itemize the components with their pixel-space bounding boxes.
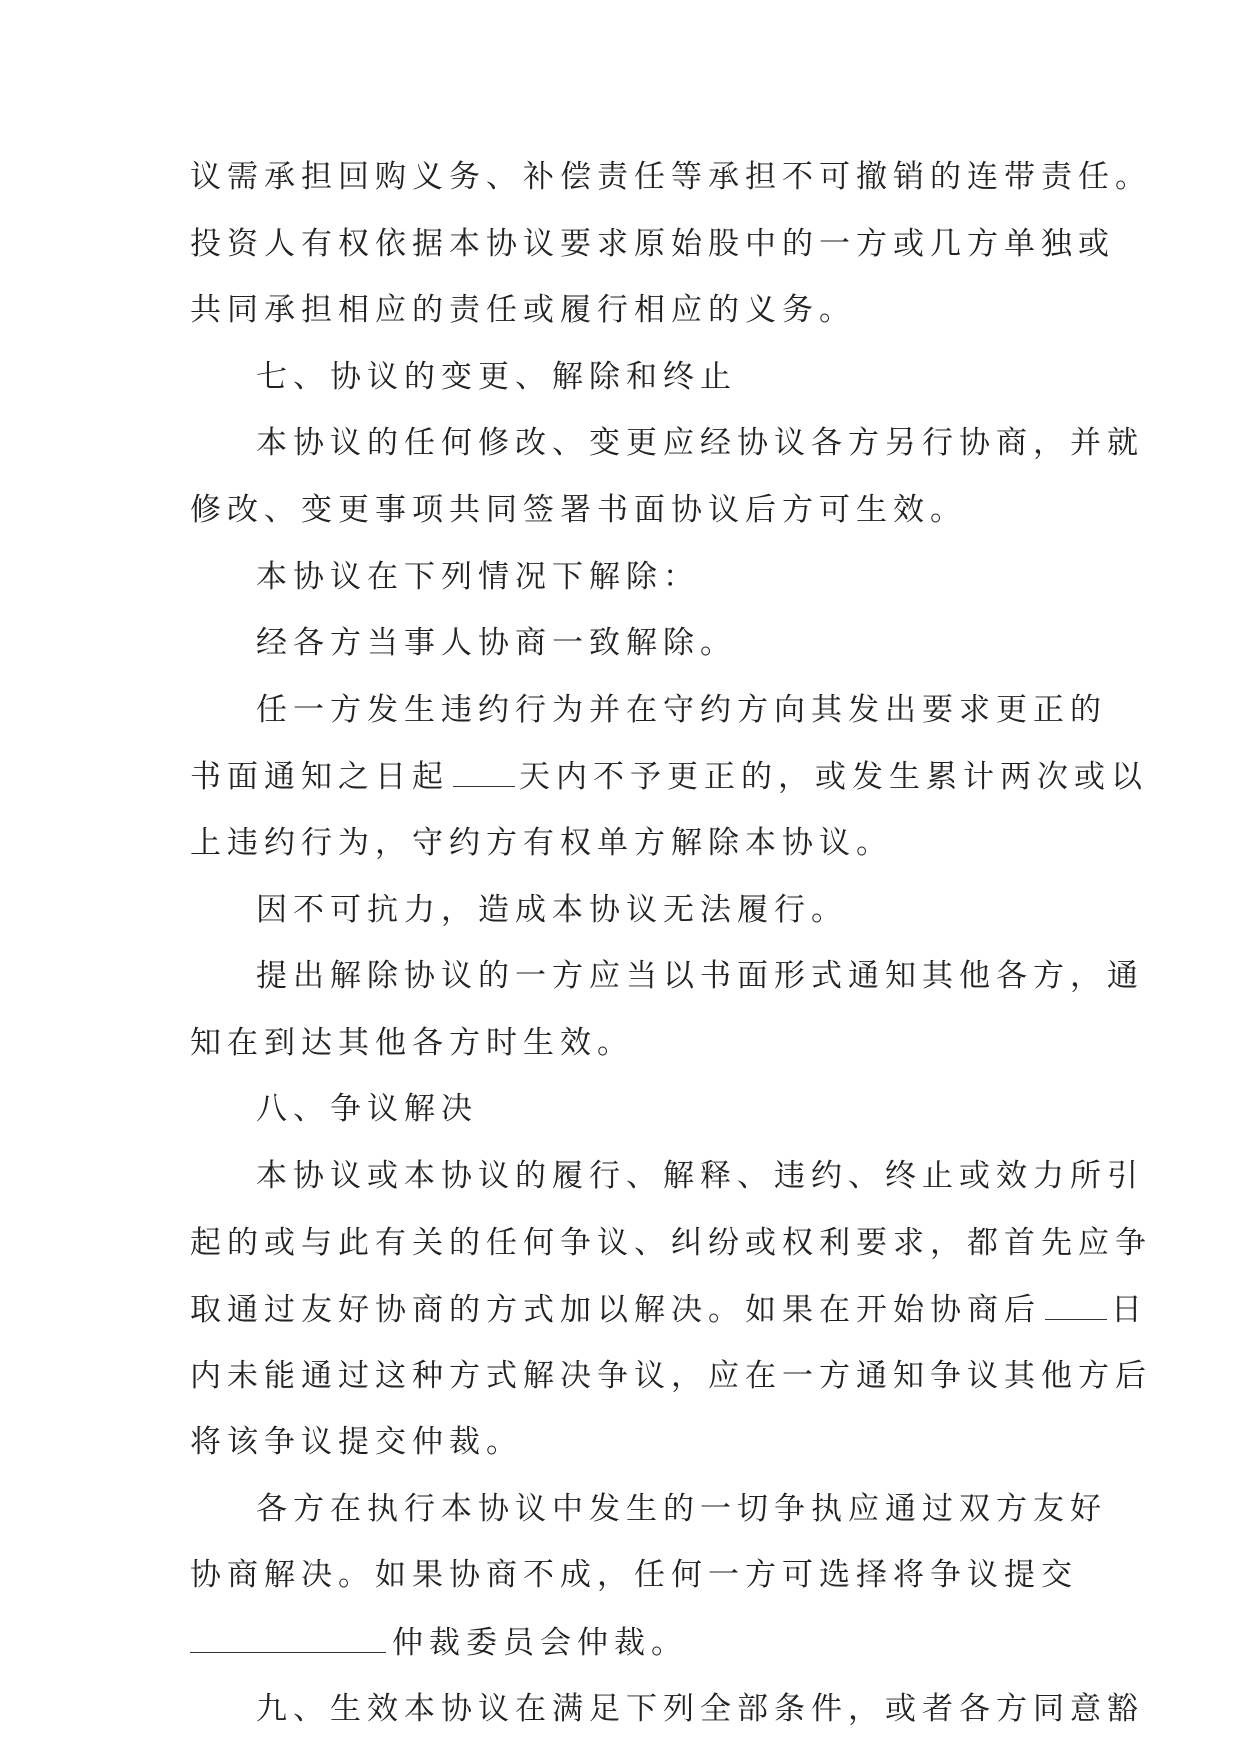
text-line: 议需承担回购义务、补偿责任等承担不可撤销的连带责任。 <box>190 159 1152 195</box>
text-line: 任一方发生违约行为并在守约方向其发出要求更正的 <box>256 691 1107 728</box>
text-line: 本协议或本协议的履行、解释、违约、终止或效力所引 <box>256 1157 1144 1194</box>
text-line: 因不可抗力，造成本协议无法履行。 <box>256 891 848 928</box>
text-line: 提出解除协议的一方应当以书面形式通知其他各方，通 <box>256 958 1144 995</box>
text-segment: 取通过友好协商的方式加以解决。如果在开始协商后 <box>190 1292 1041 1329</box>
text-segment: 天内不予更正的，或发生累计两次或以 <box>519 759 1148 796</box>
text-segment: 仲裁委员会仲裁。 <box>392 1625 688 1662</box>
fill-in-blank <box>190 1624 386 1653</box>
text-line: 各方在执行本协议中发生的一切争执应通过双方友好 <box>256 1490 1107 1527</box>
text-line: 上违约行为，守约方有权单方解除本协议。 <box>190 824 893 861</box>
text-line <box>190 1291 1148 1358</box>
text-line: 修改、变更事项共同签署书面协议后方可生效。 <box>190 491 967 528</box>
text-line: 本协议在下列情况下解除： <box>256 558 700 595</box>
text-line: 知在到达其他各方时生效。 <box>190 1024 634 1061</box>
document-body <box>190 159 1152 1757</box>
text-line <box>190 1624 1070 1691</box>
section-heading-8: 八、争议解决 <box>256 1091 478 1128</box>
text-line: 起的或与此有关的任何争议、纠纷或权利要求，都首先应争 <box>190 1224 1152 1261</box>
text-line: 共同承担相应的责任或履行相应的义务。 <box>190 292 856 329</box>
text-segment: 书面通知之日起 <box>190 759 449 796</box>
text-line: 内未能通过这种方式解决争议，应在一方通知争议其他方后 <box>190 1357 1152 1394</box>
section-heading-9: 九、生效本协议在满足下列全部条件，或者各方同意豁 <box>256 1690 1144 1727</box>
fill-in-blank <box>1045 1291 1107 1320</box>
section-heading-7: 七、协议的变更、解除和终止 <box>256 358 737 395</box>
text-line: 将该争议提交仲裁。 <box>190 1424 523 1461</box>
text-line: 本协议的任何修改、变更应经协议各方另行协商，并就 <box>256 425 1144 462</box>
text-line <box>190 758 1148 825</box>
text-segment: 日 <box>1111 1292 1148 1329</box>
text-line: 协商解决。如果协商不成，任何一方可选择将争议提交 <box>190 1557 1078 1594</box>
text-line: 经各方当事人协商一致解除。 <box>256 625 737 662</box>
fill-in-blank <box>453 758 515 787</box>
text-line: 投资人有权依据本协议要求原始股中的一方或几方单独或 <box>190 225 1115 262</box>
